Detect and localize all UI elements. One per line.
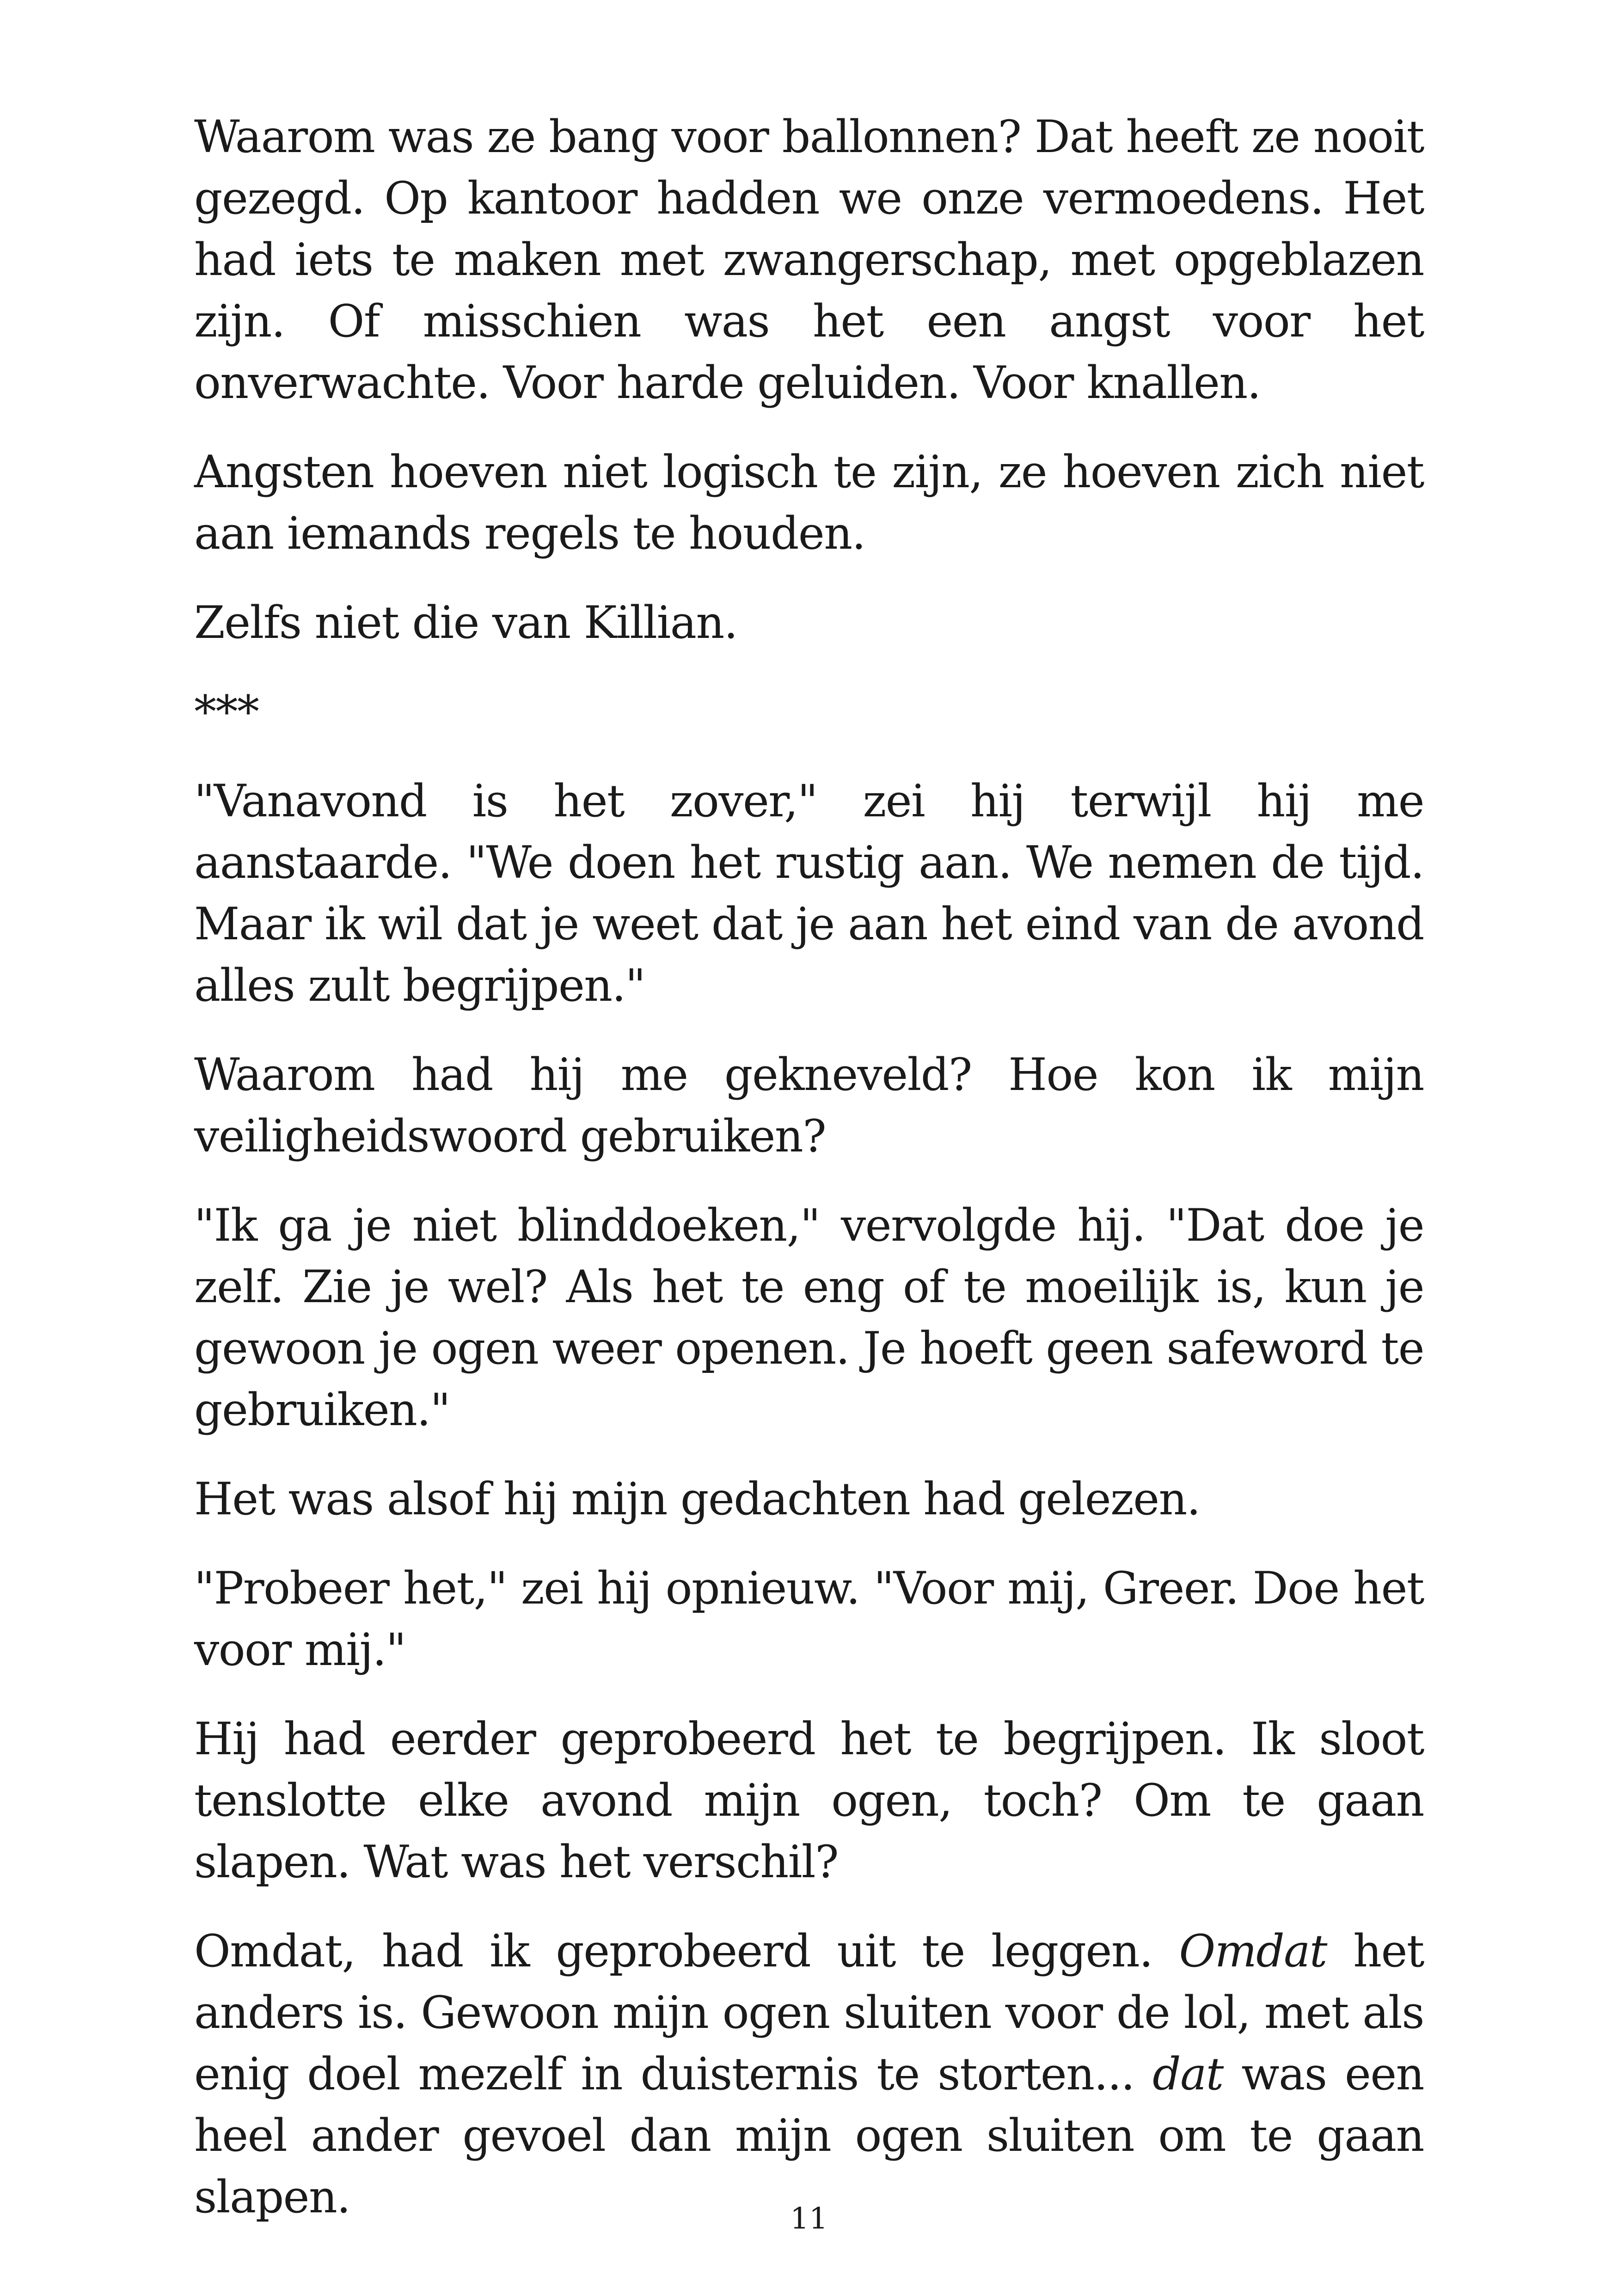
- paragraph: [194, 1708, 1424, 1893]
- paragraph: [194, 1921, 1424, 2228]
- paragraph-text: Zelfs niet die van Killian.: [194, 597, 737, 649]
- paragraph-text: "Probeer het," zei hij opnieuw. "Voor mij, Greer. Doe het voor mij.": [194, 1562, 1424, 1676]
- scene-break-marker: ***: [194, 686, 259, 738]
- paragraph: [194, 106, 1424, 414]
- paragraph-text: Waarom was ze bang voor ballonnen? Dat heeft ze nooit gezegd. Op kantoor hadden we onze vermoedens. Het had iets te maken met zwangerschap, met opgeblazen zijn. Of misschien was het een angst voor het onverwachte. Voor harde geluiden. Voor knallen.: [194, 111, 1424, 409]
- italic-emphasis: Omdat: [1179, 1925, 1327, 1977]
- paragraph-text: "Ik ga je niet blinddoeken," vervolgde hij. "Dat doe je zelf. Zie je wel? Als het te eng of te moeilijk is, kun je gewoon je ogen weer openen. Je hoeft geen safeword te gebruiken.": [194, 1200, 1424, 1436]
- page-number: 11: [790, 2202, 828, 2236]
- paragraph: [194, 1195, 1424, 1441]
- paragraph-text: Omdat, had ik geprobeerd uit te leggen.: [194, 1925, 1179, 1977]
- paragraph: [194, 771, 1424, 1016]
- paragraph: [194, 1044, 1424, 1167]
- paragraph: [194, 441, 1424, 564]
- paragraph-text: Angsten hoeven niet logisch te zijn, ze hoeven zich niet aan iemands regels te houden.: [194, 446, 1424, 559]
- paragraph-text: het anders is. Gewoon mijn ogen sluiten voor de lol, met als enig doel mezelf in duisternis te storten...: [194, 1925, 1424, 2100]
- book-page-body: [194, 106, 1424, 2256]
- paragraph-text: Het was alsof hij mijn gedachten had gelezen.: [194, 1473, 1200, 1525]
- paragraph: [194, 1469, 1424, 1530]
- scene-break: [194, 681, 1424, 743]
- italic-emphasis: dat: [1152, 2048, 1223, 2100]
- paragraph: [194, 592, 1424, 654]
- paragraph-text: was een heel ander gevoel dan mijn ogen sluiten om te gaan slapen.: [194, 2048, 1424, 2223]
- paragraph-text: "Vanavond is het zover," zei hij terwijl hij me aanstaarde. "We doen het rustig aan. We nemen de tijd. Maar ik wil dat je weet dat je aan het eind van de avond alles zult begrijpen.": [194, 775, 1424, 1011]
- paragraph: [194, 1558, 1424, 1681]
- paragraph-text: Hij had eerder geprobeerd het te begrijpen. Ik sloot tenslotte elke avond mijn ogen, toch? Om te gaan slapen. Wat was het verschil?: [194, 1713, 1424, 1888]
- paragraph-text: Waarom had hij me gekneveld? Hoe kon ik mijn veiligheidswoord gebruiken?: [194, 1049, 1424, 1162]
